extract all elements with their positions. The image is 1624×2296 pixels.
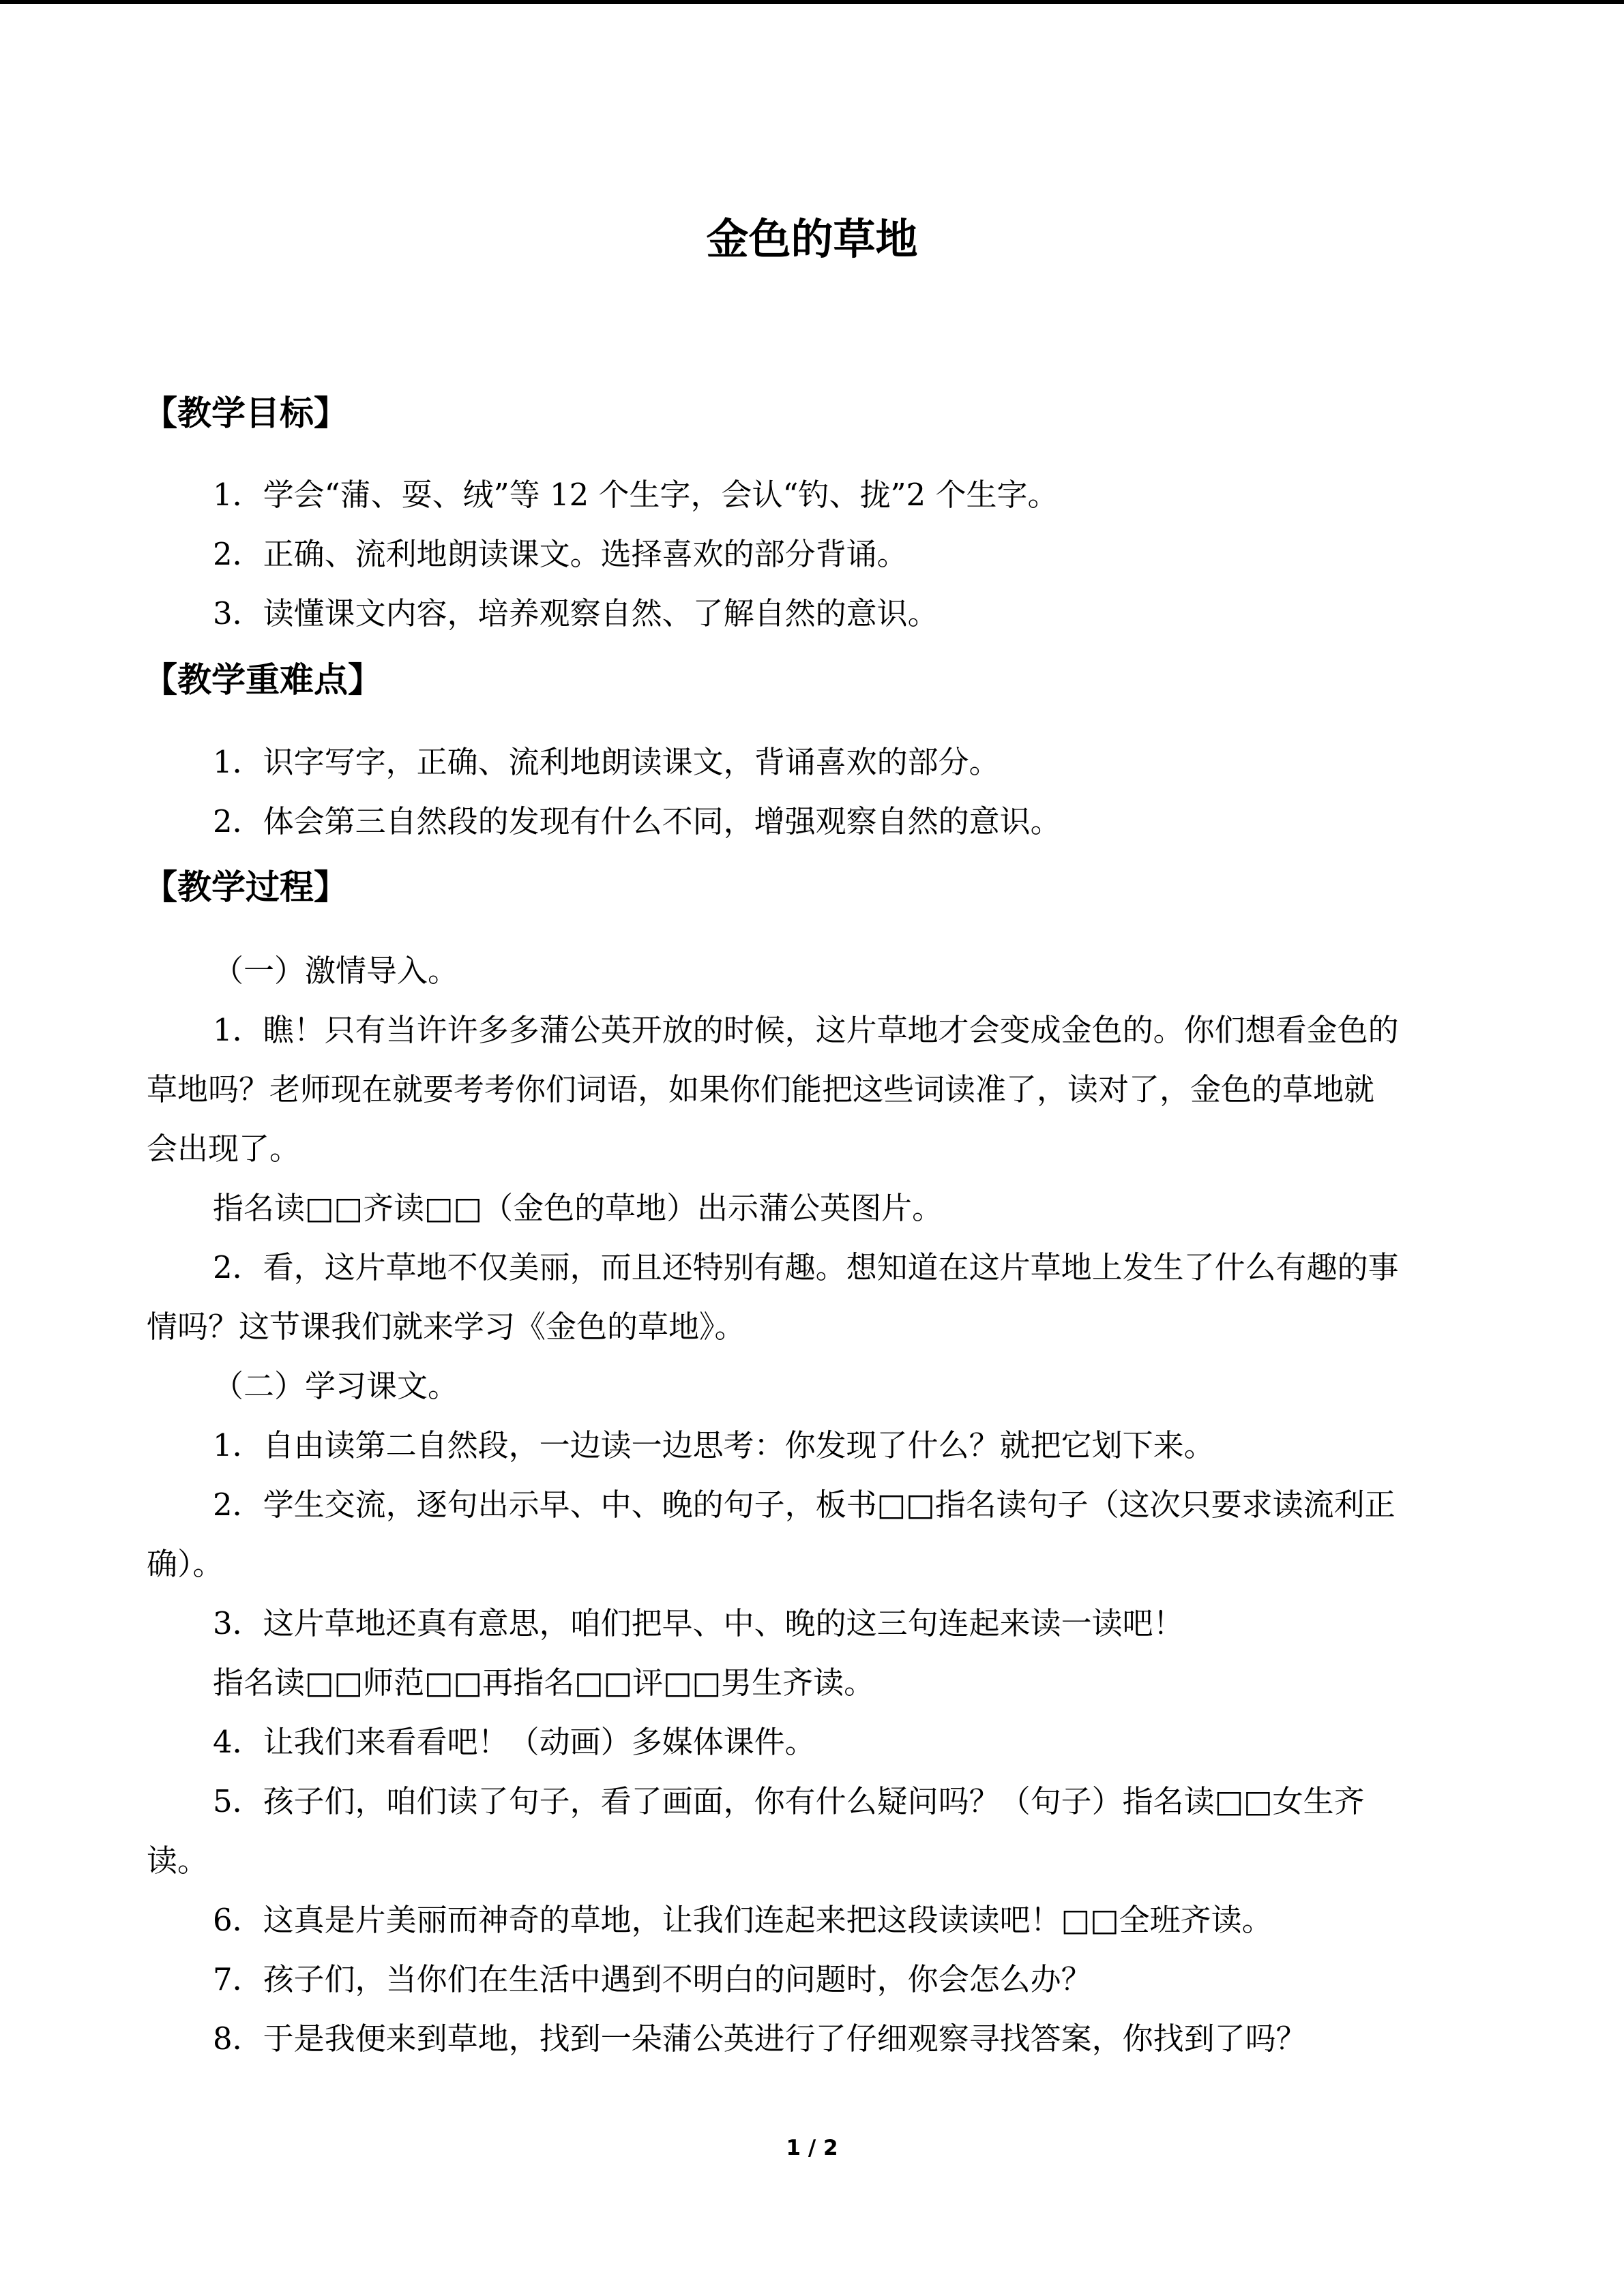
process-line: 确）。	[147, 1546, 224, 1582]
process-line: 情吗？这节课我们就来学习《金色的草地》。	[147, 1309, 745, 1345]
process-line: 6．这真是片美丽而神奇的草地，让我们连起来把这段读读吧！□□全班齐读。	[213, 1902, 1273, 1938]
process-line: 2．看，这片草地不仅美丽，而且还特别有趣。想知道在这片草地上发生了什么有趣的事	[213, 1249, 1399, 1285]
key-point-item: 1．识字写字，正确、流利地朗读课文，背诵喜欢的部分。	[213, 744, 1000, 780]
process-line: 7．孩子们，当你们在生活中遇到不明白的问题时，你会怎么办？	[213, 1961, 1092, 1997]
goal-item: 1．学会“蒲、耍、绒”等 12 个生字，会认“钓、拢”2 个生字。	[213, 477, 1059, 513]
goal-item: 2．正确、流利地朗读课文。选择喜欢的部分背诵。	[213, 536, 908, 572]
section-heading-process: 【教学过程】	[143, 867, 348, 907]
section-heading-goals: 【教学目标】	[143, 393, 348, 433]
process-line: 2．学生交流，逐句出示早、中、晚的句子，板书□□指名读句子（这次只要求读流利正	[213, 1487, 1396, 1523]
page-title: 金色的草地	[706, 214, 918, 264]
process-line: 指名读□□师范□□再指名□□评□□男生齐读。	[213, 1665, 875, 1701]
process-line: 会出现了。	[147, 1131, 301, 1167]
page-number: 1 / 2	[786, 2136, 838, 2160]
key-point-item: 2．体会第三自然段的发现有什么不同，增强观察自然的意识。	[213, 803, 1061, 839]
process-line: 8．于是我便来到草地，找到一朵蒲公英进行了仔细观察寻找答案，你找到了吗？	[213, 2021, 1307, 2057]
section-heading-key-points: 【教学重难点】	[143, 660, 382, 700]
process-line: 3．这片草地还真有意思，咱们把早、中、晚的这三句连起来读一读吧！	[213, 1605, 1184, 1641]
top-border-line	[0, 0, 1624, 4]
process-line: （二）学习课文。	[213, 1368, 459, 1404]
process-line: （一）激情导入。	[213, 953, 459, 989]
process-line: 4．让我们来看看吧！（动画）多媒体课件。	[213, 1724, 816, 1760]
process-line: 指名读□□齐读□□（金色的草地）出示蒲公英图片。	[213, 1190, 943, 1226]
process-line: 1．自由读第二自然段，一边读一边思考：你发现了什么？就把它划下来。	[213, 1427, 1215, 1463]
process-line: 读。	[147, 1843, 209, 1879]
process-line: 1．瞧！只有当许许多多蒲公英开放的时候，这片草地才会变成金色的。你们想看金色的	[213, 1012, 1399, 1048]
goal-item: 3．读懂课文内容，培养观察自然、了解自然的意识。	[213, 595, 939, 631]
process-line: 草地吗？老师现在就要考考你们词语，如果你们能把这些词读准了，读对了，金色的草地就	[147, 1071, 1375, 1107]
process-line: 5．孩子们，咱们读了句子，看了画面，你有什么疑问吗？（句子）指名读□□女生齐	[213, 1783, 1365, 1819]
